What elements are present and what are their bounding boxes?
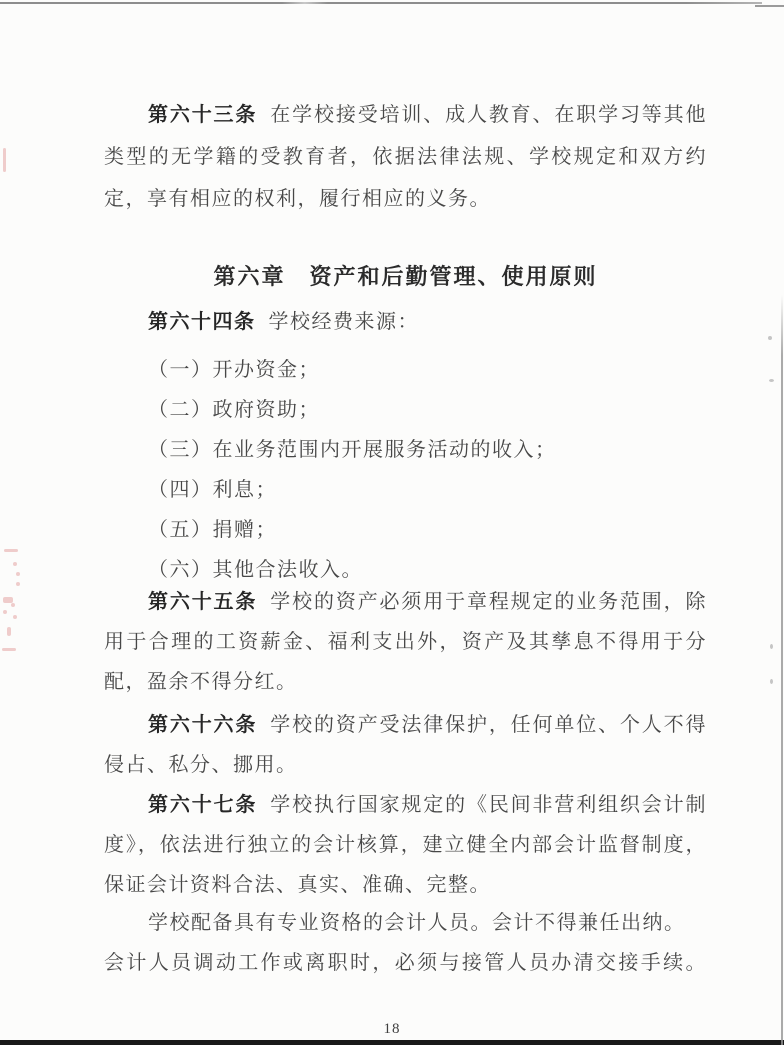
article-65-line-2: 用于合理的工资薪金、福利支出外，资产及其孳息不得用于分 <box>104 631 707 653</box>
scan-right-edge-line <box>781 295 783 1045</box>
article-67-text: 学校执行国家规定的《民间非营利组织会计制 <box>270 794 707 816</box>
article-63-number: 第六十三条 <box>148 104 258 126</box>
stamp-bleed-mark <box>3 148 6 172</box>
chapter-6-heading: 第六章 资产和后勤管理、使用原则 <box>213 264 598 289</box>
article-64-paragraph <box>104 302 707 342</box>
scan-speck <box>769 379 774 382</box>
article-66-number: 第六十六条 <box>148 714 258 736</box>
article-63-paragraph <box>104 94 707 220</box>
article-63-text: 在学校接受培训、成人教育、在职学习等其他 <box>270 104 707 126</box>
article-65-text: 学校的资产必须用于章程规定的业务范围，除 <box>270 591 707 613</box>
stamp-bleed-mark <box>13 615 17 619</box>
stamp-bleed-mark <box>16 582 20 586</box>
article-65-number: 第六十五条 <box>148 591 258 613</box>
article-67-number: 第六十七条 <box>148 794 258 816</box>
scan-speck <box>770 644 773 649</box>
funding-source-item-6: （六）其他合法收入。 <box>148 559 363 581</box>
article-67-line-1 <box>104 785 707 825</box>
scan-speck <box>768 336 772 340</box>
scan-top-edge-line <box>0 2 762 4</box>
article-64-text: 学校经费来源： <box>268 311 419 333</box>
scan-speck <box>770 679 773 684</box>
funding-source-item-1: （一）开办资金； <box>148 359 320 381</box>
stamp-bleed-mark <box>13 562 17 566</box>
stamp-bleed-mark <box>16 572 20 576</box>
stamp-bleed-mark <box>7 627 11 636</box>
article-67-paragraph <box>104 785 707 905</box>
article-66-paragraph <box>104 705 707 785</box>
article-66-text: 学校的资产受法律保护，任何单位、个人不得 <box>270 714 707 736</box>
article-66-line-2: 侵占、私分、挪用。 <box>104 754 298 776</box>
stamp-bleed-mark <box>4 549 18 552</box>
article-63-line-2: 类型的无学籍的受教育者，依据法律法规、学校规定和双方约 <box>104 146 707 168</box>
scan-top-edge-line-right <box>755 5 784 7</box>
stamp-bleed-mark <box>3 610 7 614</box>
article-65-line-1 <box>104 582 707 622</box>
article-67-line-3: 保证会计资料合法、真实、准确、完整。 <box>104 874 491 896</box>
article-64-line-1 <box>104 302 707 342</box>
funding-sources-list <box>104 350 707 590</box>
article-63-line-1 <box>104 94 707 136</box>
funding-source-item-4: （四）利息； <box>148 479 277 501</box>
article-65-paragraph <box>104 582 707 702</box>
accounting-staff-paragraph <box>104 903 707 983</box>
stamp-bleed-mark <box>11 603 15 607</box>
article-67-line-2: 度》，依法进行独立的会计核算，建立健全内部会计监督制度， <box>104 834 707 856</box>
article-64-number: 第六十四条 <box>148 311 256 333</box>
accounting-line-2: 会计人员调动工作或离职时，必须与接管人员办清交接手续。 <box>104 952 707 974</box>
stamp-bleed-mark <box>2 648 16 651</box>
funding-source-item-2: （二）政府资助； <box>148 399 320 421</box>
funding-source-item-5: （五）捐赠； <box>148 519 277 541</box>
scan-bottom-edge-line <box>0 1040 784 1045</box>
article-66-line-1 <box>104 705 707 745</box>
article-65-line-3: 配，盈余不得分红。 <box>104 671 298 693</box>
accounting-line-1: 学校配备具有专业资格的会计人员。会计不得兼任出纳。 <box>148 912 686 934</box>
article-63-line-3: 定，享有相应的权利，履行相应的义务。 <box>104 188 491 210</box>
funding-source-item-3: （三）在业务范围内开展服务活动的收入； <box>148 439 557 461</box>
page-number: 18 <box>383 1021 401 1037</box>
